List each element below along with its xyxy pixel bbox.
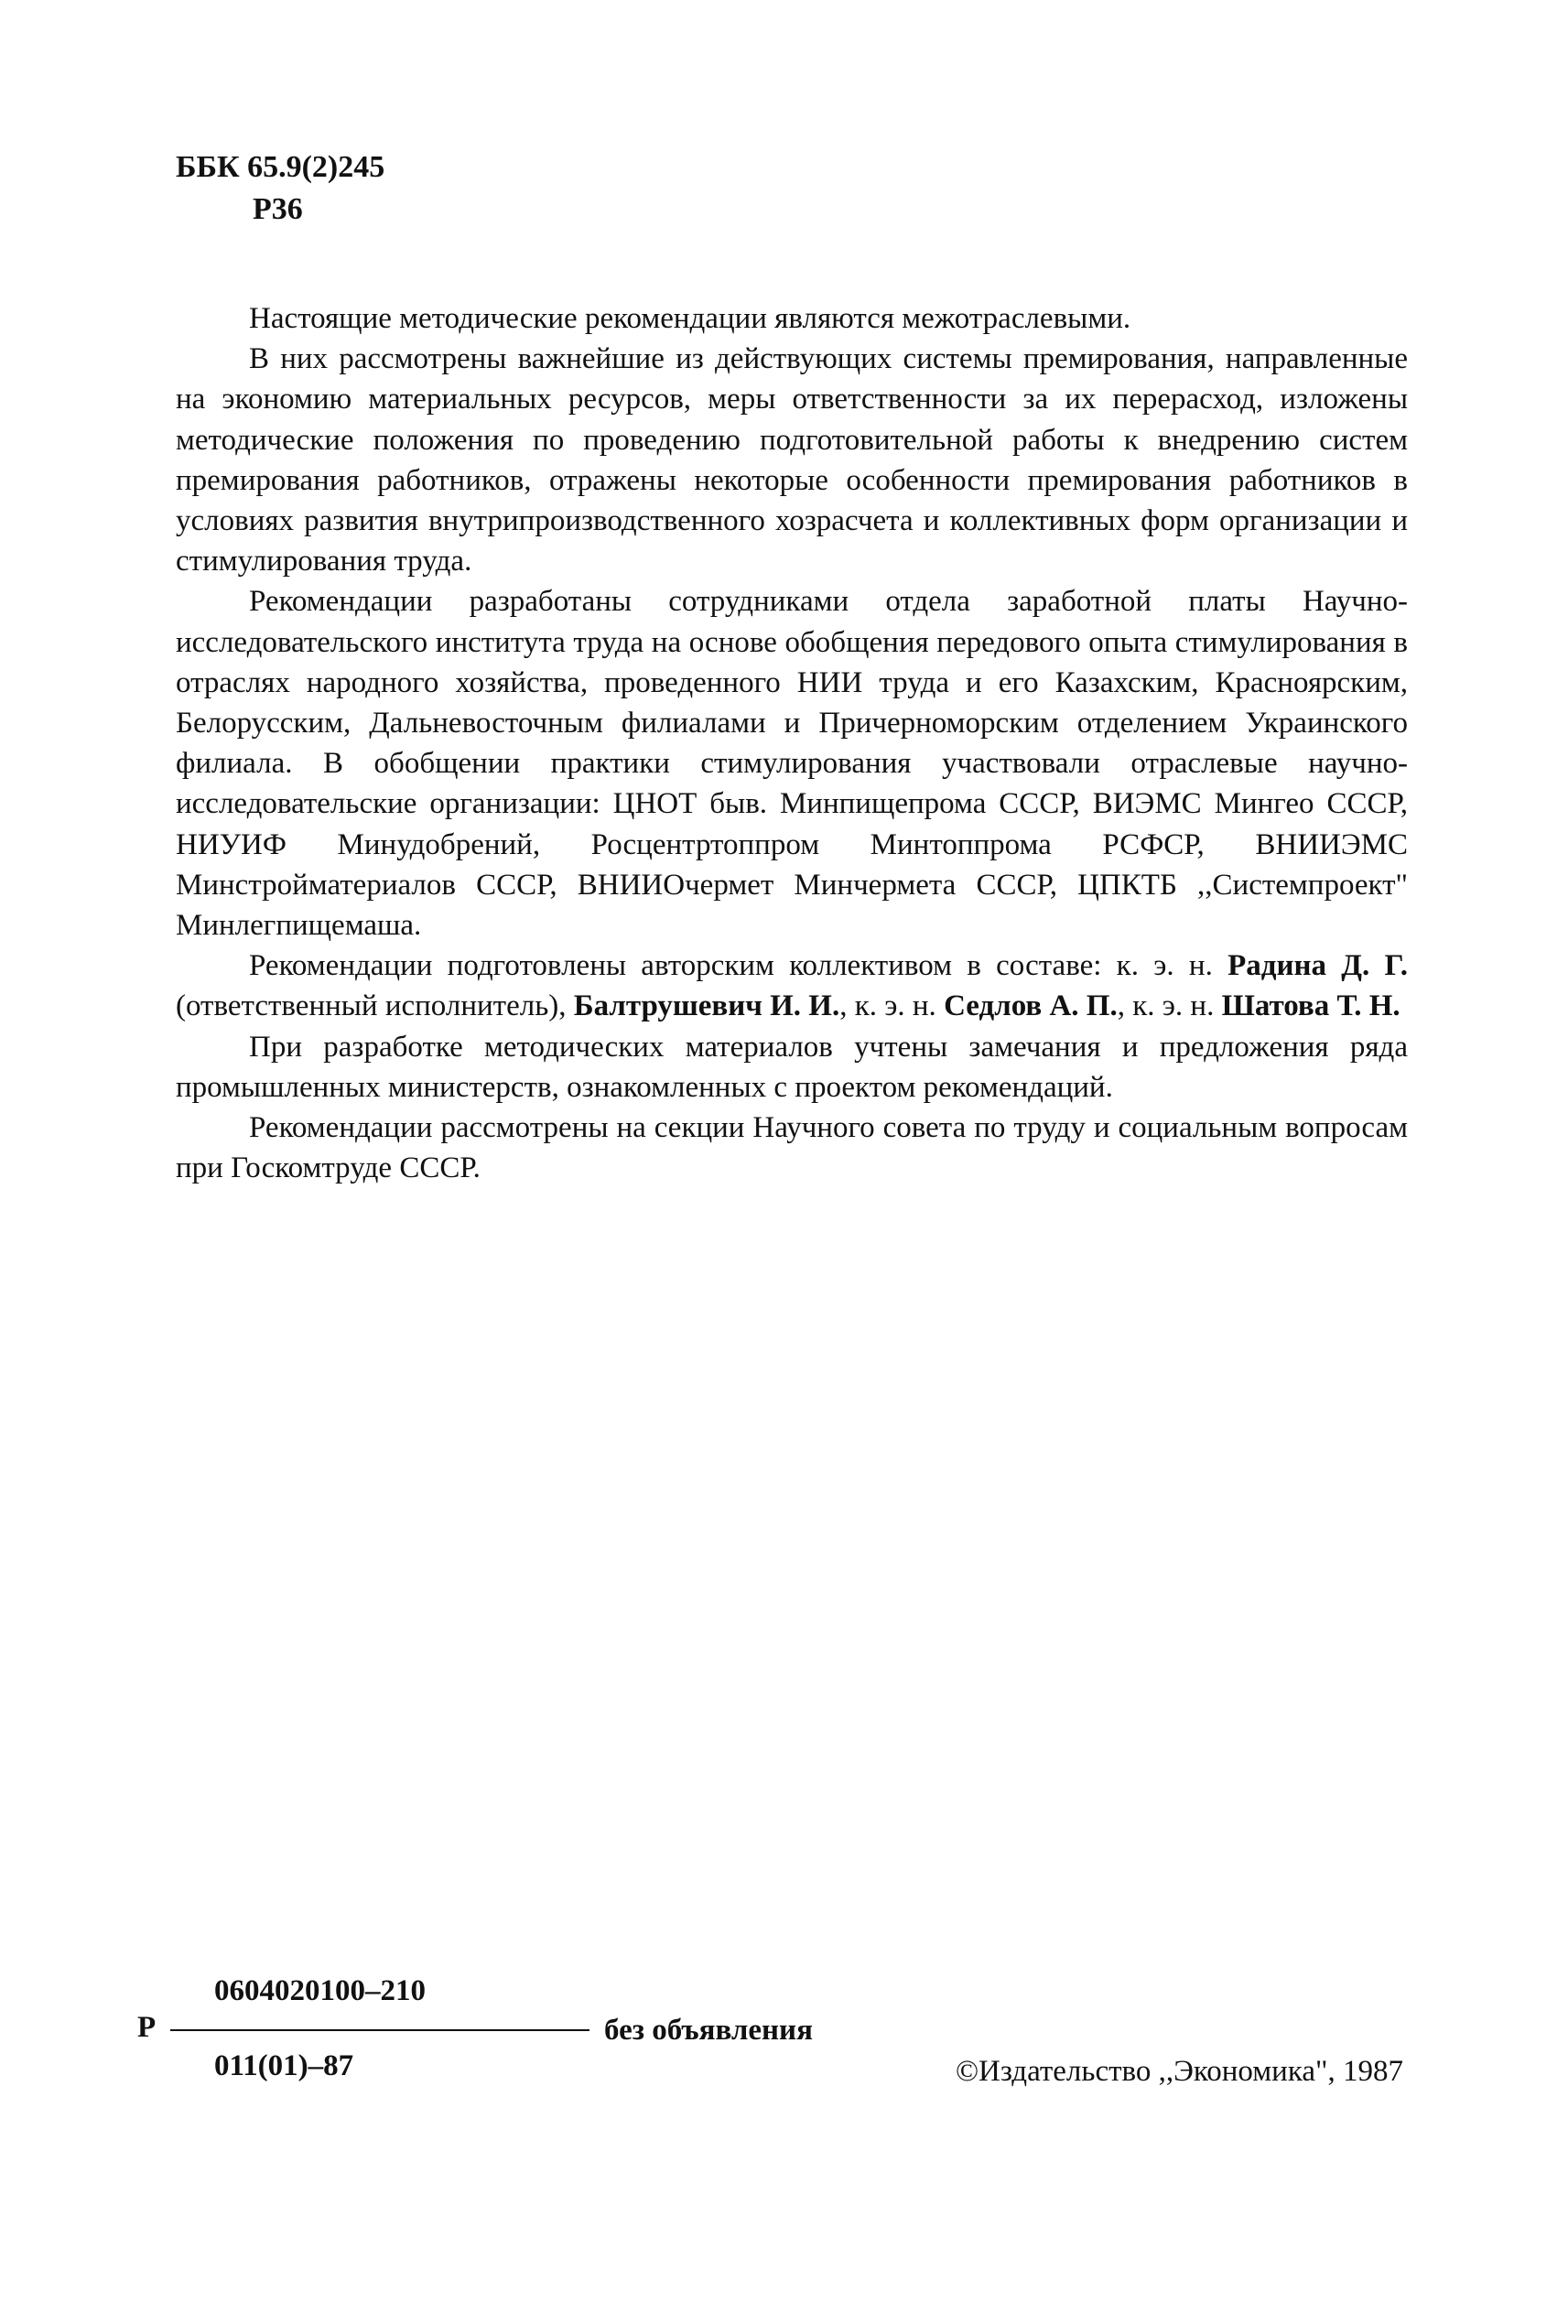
- author-name: Балтрушевич И. И.: [573, 989, 840, 1023]
- paragraph-intro: Настоящие методические рекомендации являются межотраслевыми.: [249, 302, 1131, 335]
- body-text: [176, 298, 1408, 1188]
- index-number-bottom: 011(01)–87: [214, 2049, 354, 2082]
- bbk-classification: [176, 146, 384, 231]
- index-number-top: 0604020100–210: [214, 1974, 426, 2007]
- copyright-notice: ©Издательство ,,Экономика", 1987: [955, 2055, 1403, 2088]
- index-letter: Р: [137, 2011, 157, 2044]
- authors-text-2: (ответственный исполнитель),: [176, 989, 574, 1023]
- author-name: Радина Д. Г.: [1227, 949, 1408, 983]
- author-name: Шатова Т. Н.: [1221, 989, 1400, 1023]
- author-mark-code: Р36: [253, 192, 303, 226]
- paragraph-developers: Рекомендации разработаны сотрудниками отдела заработной платы Научно-исследовательского института труда на основе обобщения передового опыта стимулирования в отраслях народного хозяйства, проведенного НИИ труда и его Казахским, Красноярским, Белорусским, Дальневосточным филиалами и Причерноморским отделением Украинского филиала. В обобщении практики стимулирования участвовали отраслевые научно-исследовательские организации: ЦНОТ быв. Минпищепрома СССР, ВИЭМС Мингео СССР, НИУИФ Минудобрений, Росцентртоппром Минтоппрома РСФСР, ВНИИЭМС Минстройматериалов СССР, ВНИИОчермет Минчермета СССР, ЦПКТБ ,,Системпроект" Минлегпищемаша.: [176, 585, 1408, 943]
- bbk-code: ББК 65.9(2)245: [176, 150, 385, 184]
- authors-text-3: , к. э. н.: [839, 989, 945, 1023]
- paragraph-review: Рекомендации рассмотрены на секции Научного совета по труду и социальным вопросам при Госкомтруде СССР.: [176, 1111, 1408, 1185]
- paragraph-remarks: При разработке методических материалов учтены замечания и предложения ряда промышленных министерств, ознакомленных с проектом рекомендаций.: [176, 1030, 1408, 1104]
- paragraph-contents: В них рассмотрены важнейшие из действующих системы премирования, направленные на экономию материальных ресурсов, меры ответственности за их перерасход, изложены методические положения по проведению подготовительной работы к внедрению систем премирования работников, отражены некоторые особенности премирования работников в условиях развития внутрипроизводственного хозрасчета и коллективных форм организации и стимулирования труда.: [176, 342, 1408, 578]
- announcement-note: без объявления: [604, 2014, 813, 2047]
- authors-text-1: Рекомендации подготовлены авторским коллективом в составе: к. э. н.: [249, 949, 1228, 983]
- authors-text-4: , к. э. н.: [1117, 989, 1222, 1023]
- author-name: Седлов А. П.: [944, 989, 1118, 1023]
- paragraph-authors: [176, 946, 1408, 1026]
- fraction-rule: [170, 2029, 589, 2031]
